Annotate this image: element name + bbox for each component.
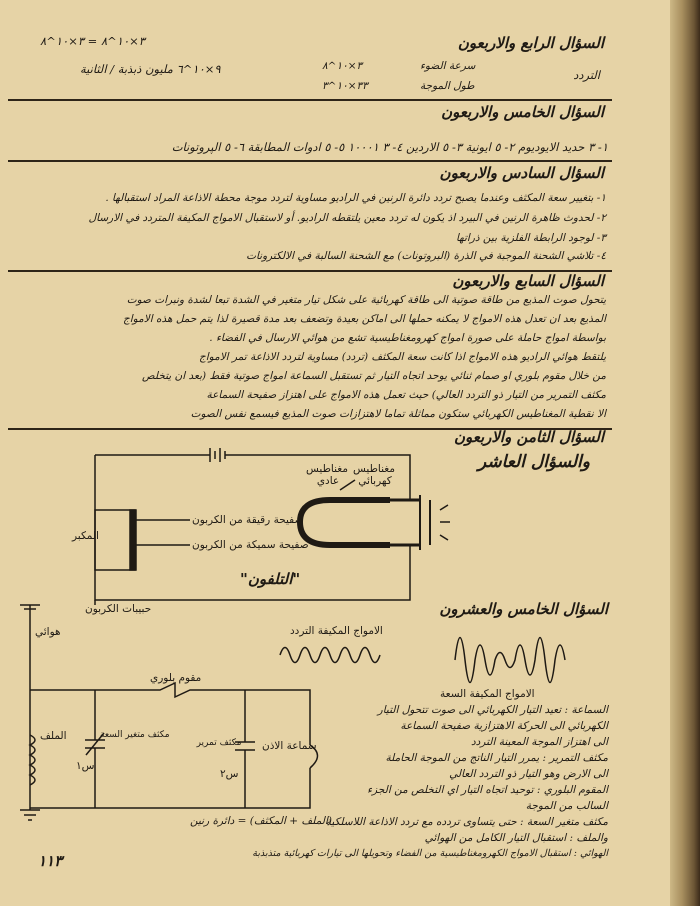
q48-heading-2: والسؤال العاشر	[478, 452, 590, 472]
label-thin-plate: صفيحة رقيقة من الكربون	[192, 514, 304, 526]
label-earphone: سماعة الاذن	[262, 740, 317, 752]
label-bypass-capacitor: مكثف تمرير	[196, 738, 242, 748]
q44-formula-top: ٣×١٠^٨ = ٣×١٠^٨	[40, 34, 145, 48]
q47-line-1: يتحول صوت المذيع من طاقة صوتية الى طاقة كهربائية على شكل تيار متغير في الشدة تبعا لشدة ونبرات صوت	[126, 294, 606, 306]
label-c1: س١	[76, 760, 95, 772]
q47-line-7: الا نقطية المغناطيس الكهربائي ستكون مماثلة تماما لاهتزازات صوت المذيع فيسمع نفس الصوت	[190, 408, 606, 420]
q46-line-4: ٤- تلاشي الشحنة الموجبة في الذرة (البروتونات) مع الشحنة السالبة في الالكترونات	[246, 250, 606, 262]
q47-line-4: يلتقط هوائي الراديو هذه الامواج اذا كانت سعة المكثف (تردد) مساوية لتردد الاذاعة تمر الامواج	[198, 351, 606, 363]
label-microphone: المكبر	[72, 530, 99, 542]
q44-numerator: سرعة الضوء	[420, 60, 476, 72]
telephone-caption: "التلفون"	[240, 570, 301, 588]
q48-heading: السؤال الثامن والاربعون	[453, 428, 604, 446]
q46-line-2: ٢- لحدوث ظاهرة الرنين في البيرد اذ يكون له تردد معين يلتقطه الراديو. أو لاستقبال الامواج المكيفة المتردد في الارسال	[88, 212, 606, 224]
label-antenna: هوائي	[35, 626, 61, 638]
diaphragm-icon	[420, 495, 430, 550]
q44-denominator: طول الموجة	[420, 80, 475, 92]
battery-icon	[210, 448, 225, 462]
label-ordinary-magnet: مغناطيس عادي	[306, 463, 348, 487]
label-modulated-wave: الامواج المكيفة السعة	[440, 688, 535, 700]
label-variable-capacitor: مكثف متغير السعة	[100, 730, 170, 740]
q44-den-value: ٣٣×١٠^٣	[322, 80, 368, 92]
modulated-wave-icon	[455, 638, 565, 683]
q49-line-5: الى الارض وهو التيار ذو التردد العالي	[449, 768, 608, 780]
diode-icon	[30, 683, 310, 745]
label-electromagnet: مغناطيس كهربائي	[353, 463, 395, 487]
q46-line-3: ٣- لوجود الرابطة الفلزية بين ذراتها	[455, 232, 606, 244]
thin-carbon-plate	[130, 510, 136, 570]
page-number: ١١٣	[38, 852, 63, 870]
q49-line-8: مكثف متغير السعة : حتى يتساوى تردده مع تردد الاذاعة اللاسلكية	[325, 816, 608, 828]
variable-capacitor-icon	[85, 690, 105, 808]
q49-line-2: الكهربائي الى الحركة الاهتزازية صفيحة السماعة	[400, 720, 608, 732]
q49-line-1: السماعة : تعيد التيار الكهربائي الى صوت تتحول التيار	[377, 704, 608, 716]
bypass-capacitor-icon	[235, 690, 255, 808]
sound-waves-icon	[440, 505, 450, 540]
q45-answers: ١- ٣ حديد الايوديوم ٢- ٥ ايونية ٣- ٥ الاردين ٤- ٣ ١٠٠٠١ ٥- ٥ ادوات المطابقة ٦- ٥ الپروتونات	[171, 140, 608, 154]
q49-heading: السؤال الخامس والعشرون	[439, 600, 608, 618]
label-carbon-grains: حبيبات الكربون	[85, 603, 152, 615]
horseshoe-magnet-icon	[300, 500, 390, 545]
q47-line-3: بواسطة امواج حاملة على صورة امواج كهرومغناطيسية تشع من هوائي الارسال في الفضاء .	[209, 332, 606, 344]
label-tank-circuit: (الملف + المكثف) = دائرة رنين	[190, 815, 332, 827]
q49-line-10: الهوائي : استقبال الامواج الكهرومغناطيسية من الفضاء وتحويلها الى تيارات كهربائية متذبذبة	[252, 848, 608, 859]
q49-line-3: الى اهتزاز الموجة المعينة التردد	[470, 736, 608, 748]
q49-line-4: مكثف التمرير : يمرر التيار الناتج من الموجة الحاملة	[385, 752, 608, 764]
antenna-icon	[20, 605, 40, 690]
q44-num-value: ٣×١٠^٨	[322, 60, 363, 72]
q47-line-5: من خلال مقوم بلوري او صمام ثنائي يوحد اتجاه التيار ثم تستقبل السماعة امواج صوتية فقط (بعد ان يتخلص	[142, 370, 606, 382]
q44-result: ٩×١٠^٦ مليون ذبذبة / الثانية	[80, 62, 221, 76]
q47-heading: السؤال السابع والاربعون	[452, 272, 604, 290]
label-diode: مقوم بلوري	[150, 672, 202, 684]
q47-line-6: مكثف التمرير من التيار ذو التردد العالي) حيث تعمل هذه الامواج على اهتزاز صفيحة السماعة	[206, 389, 606, 401]
q45-heading: السؤال الخامس والاربعون	[441, 103, 604, 121]
label-carrier-wave: الامواج المكيفة التردد	[290, 625, 383, 637]
label-coil: الملف	[40, 730, 67, 742]
q49-line-6: المقوم البلوري : توحيد اتجاه التيار اي التخلص من الجزء	[367, 784, 608, 796]
carbon-microphone-icon	[95, 510, 135, 570]
q49-line-9: والملف : استقبال التيار الكامل من الهوائي	[424, 832, 608, 844]
receiver-wire-bottom	[30, 768, 310, 808]
label-thick-plate: صفيحة سميكة من الكربون	[192, 539, 309, 551]
q44-heading: السؤال الرابع والاربعون	[457, 34, 604, 52]
q49-line-7: السالب من الموجة	[525, 800, 608, 812]
coil-icon	[375, 500, 420, 545]
q47-line-2: المذيع بعد ان تعدل هذه الامواج لا يمكنه حملها الى اماكن بعيدة وتضعف بعد مدة قصيرة لذا يتم حمل هذه الامواج	[122, 313, 606, 325]
label-leader	[95, 520, 190, 605]
label-c2: س٢	[220, 768, 239, 780]
q46-heading: السؤال السادس والاربعون	[439, 164, 604, 182]
q46-line-1: ١- بتغيير سعة المكثف وعندما يصبح تردد دائرة الرنين في الراديو مساوية لتردد موجة محطة الاذاعة المراد استقبالها .	[105, 192, 606, 204]
carrier-wave-icon	[280, 648, 380, 663]
q44-freq-label: التردد	[573, 68, 600, 82]
